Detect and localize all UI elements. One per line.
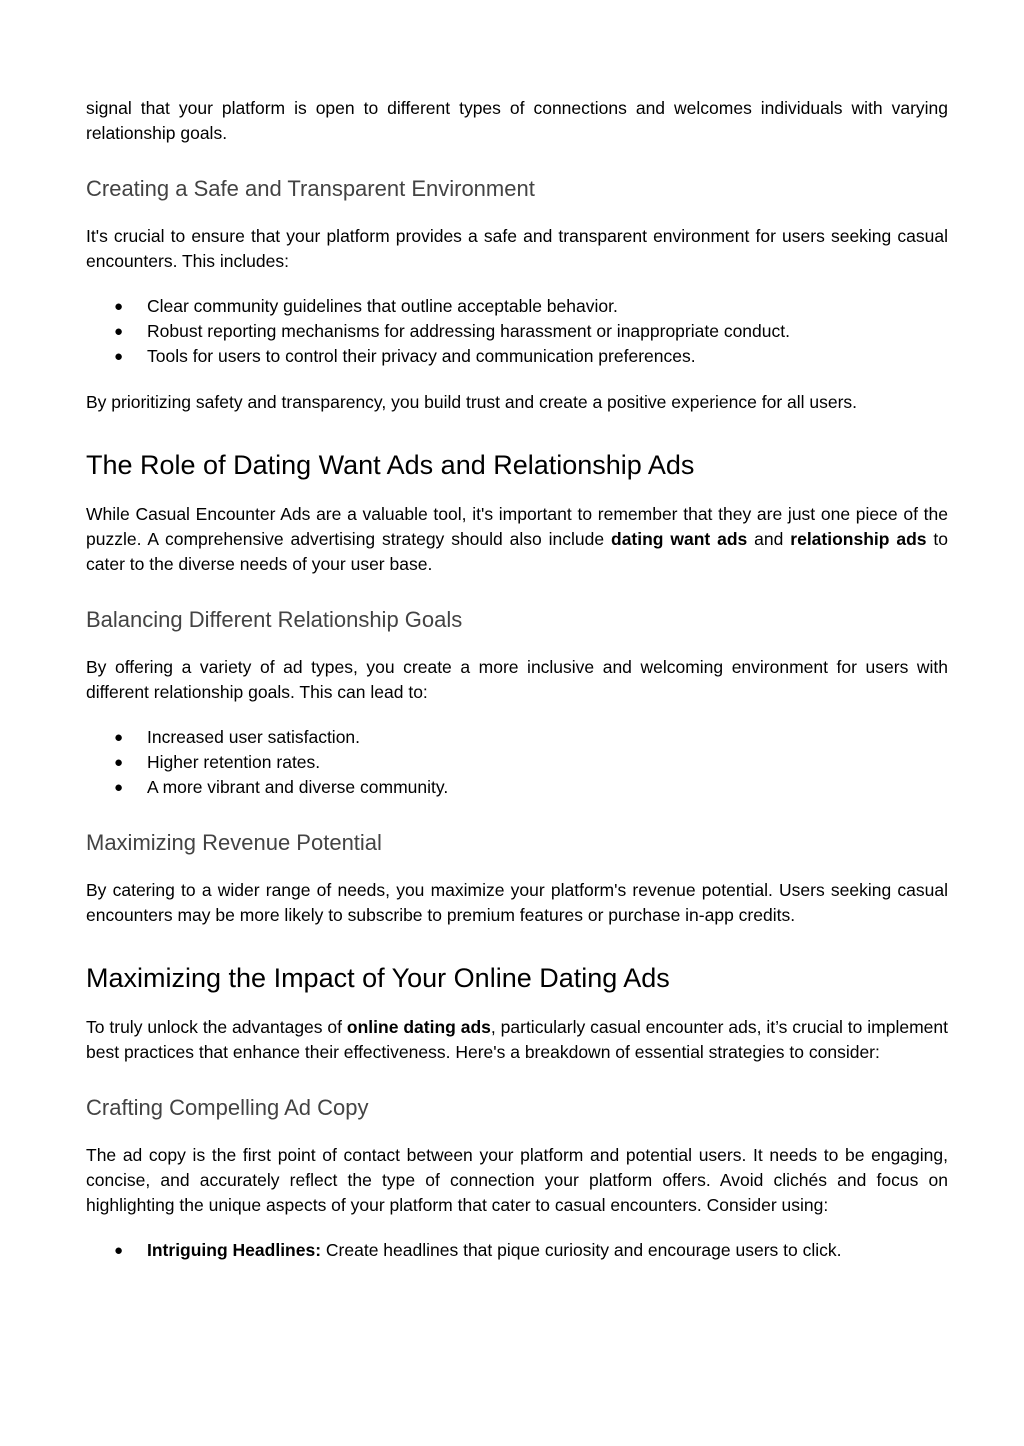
list-item: ● Intriguing Headlines: Create headlines that pique curiosity and encourage users to click. <box>86 1238 948 1263</box>
list-item: ● Robust reporting mechanisms for addressing harassment or inappropriate conduct. <box>86 319 948 344</box>
ad-copy-list <box>86 1238 948 1263</box>
list-item: ● Tools for users to control their privacy and communication preferences. <box>86 344 948 369</box>
bullet-icon: ● <box>114 779 124 796</box>
safe-environment-list <box>86 294 948 369</box>
heading-safe-environment: Creating a Safe and Transparent Environment <box>86 176 535 201</box>
bullet-bold-label: Intriguing Headlines: <box>147 1240 322 1260</box>
role-paragraph: While Casual Encounter Ads are a valuable tool, it's important to remember that they are just one piece of the puzzle. A comprehensive advertising strategy should also include dating want ads and relationship ads to cater to the diverse needs of your user base. <box>86 504 949 574</box>
list-item: ● Increased user satisfaction. <box>86 725 948 750</box>
bold-relationship-ads: relationship ads <box>790 529 927 549</box>
impact-paragraph: To truly unlock the advantages of online dating ads, particularly casual encounter ads, it’s crucial to implement best practices that enhance their effectiveness. Here's a breakdown of essential strategies to consider: <box>86 1017 948 1062</box>
heading-role-of-ads: The Role of Dating Want Ads and Relationship Ads <box>86 450 695 480</box>
safe-environment-paragraph: It's crucial to ensure that your platform provides a safe and transparent environment for users seeking casual encounters. This includes: <box>86 226 948 271</box>
list-item: ● A more vibrant and diverse community. <box>86 775 948 800</box>
bold-online-dating-ads: online dating ads <box>346 1017 491 1037</box>
heading-revenue-potential: Maximizing Revenue Potential <box>86 830 382 855</box>
heading-maximizing-impact: Maximizing the Impact of Your Online Dating Ads <box>86 963 670 993</box>
bold-dating-want-ads: dating want ads <box>611 529 748 549</box>
bullet-icon: ● <box>114 323 124 340</box>
ad-copy-paragraph: The ad copy is the first point of contact between your platform and potential users. It needs to be engaging, concise, and accurately reflect the type of connection your platform offers. Avoid clichés and focus on highlighting the unique aspects of your platform that cater to casual encounters. Consider using: <box>86 1145 948 1215</box>
revenue-paragraph: By catering to a wider range of needs, you maximize your platform's revenue potential. Users seeking casual encounters may be more likely to subscribe to premium features or purchase in-app credits. <box>86 880 948 925</box>
heading-crafting-ad-copy: Crafting Compelling Ad Copy <box>86 1095 369 1120</box>
intro-paragraph: signal that your platform is open to different types of connections and welcomes individuals with varying relationship goals. <box>86 98 948 143</box>
list-item: ● Higher retention rates. <box>86 750 948 775</box>
document-page <box>86 96 948 1263</box>
safe-environment-closing: By prioritizing safety and transparency, you build trust and create a positive experience for all users. <box>86 392 858 412</box>
list-item: ● Clear community guidelines that outline acceptable behavior. <box>86 294 948 319</box>
balancing-list <box>86 725 948 800</box>
bullet-icon: ● <box>114 298 124 315</box>
bullet-icon: ● <box>114 754 124 771</box>
bullet-icon: ● <box>114 729 124 746</box>
heading-balancing-goals: Balancing Different Relationship Goals <box>86 607 463 632</box>
bullet-icon: ● <box>114 348 124 365</box>
balancing-paragraph: By offering a variety of ad types, you create a more inclusive and welcoming environment for users with different relationship goals. This can lead to: <box>86 657 948 702</box>
bullet-icon: ● <box>114 1242 124 1259</box>
